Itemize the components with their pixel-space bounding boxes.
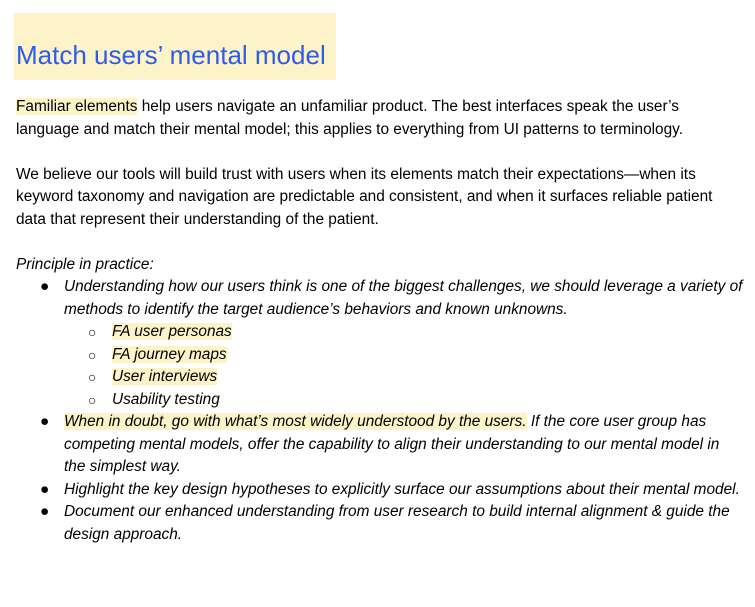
bullet-icon: ● <box>40 413 50 430</box>
circle-bullet-icon: ○ <box>88 369 97 385</box>
circle-bullet-icon: ○ <box>88 346 97 363</box>
list-item-text: Understanding how our users think is one of the biggest challenges, we should leverage a variety of methods to identify the target audience’s behaviors and known unknowns. <box>64 278 743 318</box>
circle-bullet-icon: ○ <box>88 391 97 408</box>
list-item-text: Highlight the key design hypotheses to explicitly surface our assumptions about their mental model. <box>64 480 740 498</box>
intro-paragraph <box>16 96 744 141</box>
page-title: Match users’ mental model <box>16 40 326 70</box>
principle-list <box>16 276 744 546</box>
list-item-text: If the core user group has competing mental models, offer the capability to align their understanding to our mental model in the simplest way. <box>64 413 720 475</box>
sublist-item <box>64 389 744 412</box>
trust-paragraph: We believe our tools will build trust with users when its elements match their expectations—when its keyword taxonomy and navigation are predictable and consistent, and when it surfaces reliable patient data that represent their understanding of the patient. <box>16 165 713 228</box>
list-item <box>16 411 744 479</box>
sublist-item <box>64 344 744 367</box>
list-item <box>16 479 744 502</box>
highlighted-phrase: Familiar elements <box>16 98 138 115</box>
bullet-icon: ● <box>40 503 50 520</box>
list-item <box>16 501 744 546</box>
sublist-item-text: FA user personas <box>112 323 232 340</box>
sublist-item-text: Usability testing <box>112 390 220 408</box>
sublist-item-text: User interviews <box>112 368 218 385</box>
document-body <box>16 96 744 546</box>
bullet-icon: ● <box>40 278 50 295</box>
list-item-text: Document our enhanced understanding from user research to build internal alignment & guide the design approach. <box>64 503 730 543</box>
principle-label: Principle in practice: <box>16 255 154 273</box>
sublist-item <box>64 366 744 389</box>
sublist-item-text: FA journey maps <box>112 345 227 363</box>
methods-sublist <box>64 321 744 411</box>
list-item <box>16 276 744 411</box>
sublist-item <box>64 321 744 344</box>
circle-bullet-icon: ○ <box>88 324 97 340</box>
highlighted-list-text: When in doubt, go with what’s most widely understood by the users. <box>64 413 527 430</box>
bullet-icon: ● <box>40 480 50 498</box>
intro-paragraph-text: help users navigate an unfamiliar product. The best interfaces speak the user’s language and match their mental model; this applies to everything from UI patterns to terminology. <box>16 98 683 138</box>
heading-highlight-block <box>14 13 336 80</box>
